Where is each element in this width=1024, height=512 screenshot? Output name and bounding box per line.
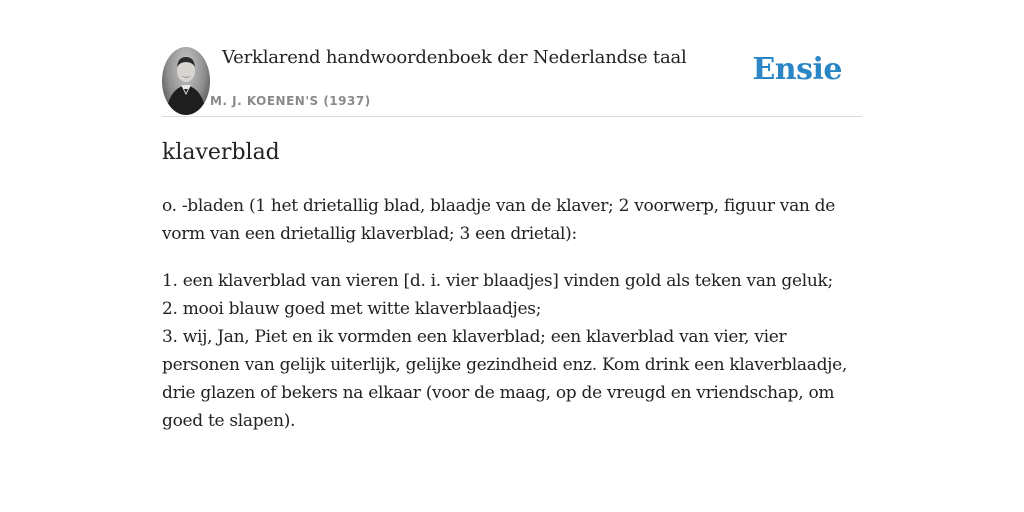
author-portrait: [162, 47, 210, 115]
entry-examples: [162, 267, 862, 435]
entry-headword: klaverblad: [162, 140, 280, 165]
book-title: Verklarend handwoordenboek der Nederlandse taal: [222, 47, 687, 68]
example-item: 2. mooi blauw goed met witte klaverblaadjes;: [162, 299, 542, 319]
entry-definition: o. -bladen (1 het drietallig blad, blaadje van de klaver; 2 voorwerp, figuur van de vorm van een drietallig klaverblad; 3 een drietal):: [162, 196, 836, 244]
brand-logo-link[interactable]: Ensie: [752, 52, 842, 87]
example-item: 3. wij, Jan, Piet en ik vormden een klaverblad; een klaverblad van vier, vier personen van gelijk uiterlijk, gelijke gezindheid enz. Kom drink een klaverblaadje, drie glazen of bekers na elkaar (voor de maag, op de vreugd en vriendschap, om goed te slapen).: [162, 327, 848, 431]
dictionary-header: [162, 46, 862, 117]
example-item: 1. een klaverblad van vieren [d. i. vier blaadjes] vinden gold als teken van geluk;: [162, 271, 833, 291]
author-label: M. J. KOENEN'S (1937): [210, 94, 371, 108]
